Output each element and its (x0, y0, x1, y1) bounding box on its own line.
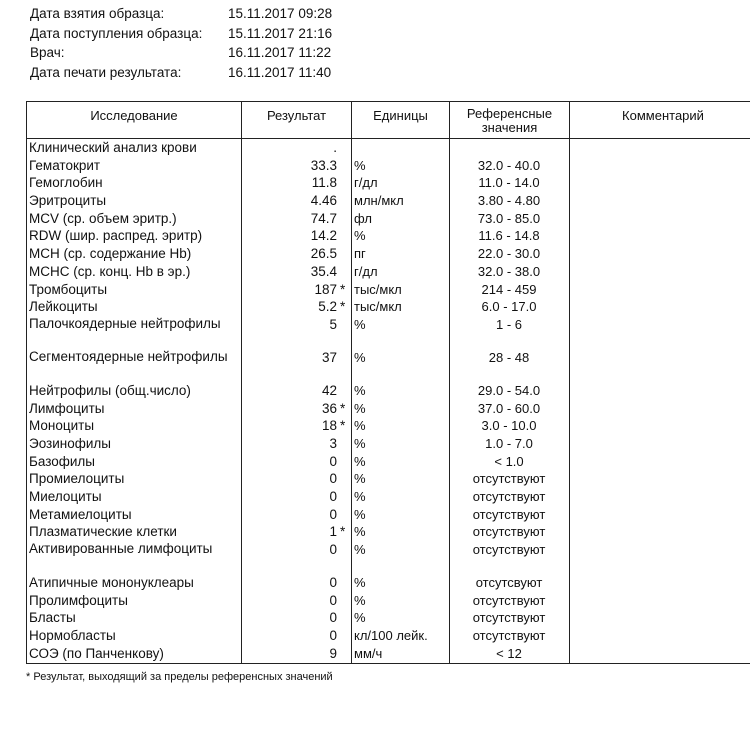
table-row (26, 453, 750, 471)
reference-range: 73.0 - 85.0 (477, 210, 541, 226)
table-row (26, 382, 750, 400)
table-row (26, 349, 750, 382)
table-header (26, 101, 750, 139)
reference-range: 37.0 - 60.0 (477, 400, 541, 416)
table-row (26, 609, 750, 627)
table-row (26, 645, 750, 663)
units: млн/мкл (354, 193, 404, 209)
test-name: Атипичные мононуклеары (29, 575, 194, 591)
test-name: Базофилы (29, 453, 95, 469)
header-reference (449, 102, 569, 139)
result-value: 0 (329, 628, 337, 644)
result-value: 187 (314, 281, 337, 297)
header-test-label: Исследование (90, 108, 178, 123)
units: % (354, 524, 366, 540)
result-value: 0 (329, 506, 337, 522)
result-value: 36 (321, 400, 337, 416)
table-row (26, 627, 750, 645)
test-name: Гемоглобин (29, 175, 103, 191)
result-value: 1 (329, 524, 337, 540)
test-name: Метамиелоциты (29, 506, 132, 522)
test-name: Активированные лимфоциты (29, 541, 213, 557)
header-result-label: Результат (266, 108, 327, 123)
test-name: Лейкоциты (29, 299, 98, 315)
reference-range: 11.6 - 14.8 (478, 228, 540, 244)
result-value: 11.8 (311, 175, 337, 191)
meta-value: 15.11.2017 21:16 (228, 25, 333, 41)
footnote: * Результат, выходящий за пределы референсных значений (26, 671, 333, 683)
units: % (354, 418, 366, 434)
reference-range: отсутствуют (472, 506, 546, 522)
units: % (354, 471, 366, 487)
test-name: Палочкоядерные нейтрофилы (29, 315, 221, 331)
reference-range: 32.0 - 40.0 (477, 157, 541, 173)
result-value: 9 (329, 645, 337, 661)
table-row (26, 541, 750, 574)
reference-range: < 12 (496, 645, 522, 661)
units: тыс/мкл (354, 299, 402, 315)
reference-range: 1.0 - 7.0 (485, 435, 533, 451)
result-value: 18 (321, 418, 337, 434)
result-value: 0 (329, 610, 337, 626)
header-units (351, 102, 449, 139)
header-comment-label: Комментарий (622, 108, 704, 123)
reference-range: отсутсвуют (475, 575, 543, 591)
reference-range: 29.0 - 54.0 (477, 382, 541, 398)
test-name: Гематокрит (29, 157, 101, 173)
reference-range: отсутствуют (472, 489, 546, 504)
header-result (241, 102, 351, 139)
test-name: Тромбоциты (29, 281, 108, 297)
units: кл/100 лейк. (354, 628, 428, 644)
reference-range: отсутствуют (472, 542, 546, 558)
header-comment (569, 102, 750, 139)
header-units-label: Единицы (373, 108, 428, 123)
test-name: Эритроциты (29, 193, 107, 209)
units: % (354, 382, 366, 398)
test-name: Лимфоциты (29, 400, 105, 416)
test-name: Пролимфоциты (29, 592, 128, 608)
table-body (26, 139, 750, 663)
meta-row-sample-date (30, 4, 430, 24)
units: фл (354, 210, 372, 226)
test-name: Эозинофилы (29, 435, 111, 451)
table-row (26, 245, 750, 263)
meta-row-received-date (30, 24, 430, 44)
units: г/дл (354, 175, 378, 191)
result-value: 14.2 (310, 228, 337, 244)
table-row (26, 506, 750, 524)
meta-value: 16.11.2017 11:22 (228, 45, 332, 60)
result-value: 35.4 (310, 263, 337, 279)
abnormal-flag: * (340, 281, 346, 297)
test-name: MCHC (ср. конц. Hb в эр.) (29, 263, 191, 279)
result-value: 42 (321, 382, 337, 398)
meta-label: Дата взятия образца: (30, 6, 165, 21)
table-row (26, 435, 750, 453)
units: % (354, 316, 366, 332)
abnormal-flag: * (340, 524, 346, 540)
units: % (354, 506, 366, 522)
meta-row-print-date (30, 63, 430, 83)
meta-value: 16.11.2017 11:40 (228, 64, 332, 80)
table-row (26, 157, 750, 175)
reference-range: 28 - 48 (488, 349, 530, 365)
test-name: Клинический анализ крови (29, 140, 197, 155)
result-value: 0 (329, 575, 337, 591)
header-reference-line2: значения (481, 120, 538, 135)
reference-range: 3.80 - 4.80 (477, 193, 541, 209)
reference-range: 32.0 - 38.0 (477, 263, 541, 279)
test-name: СОЭ (по Панченкову) (29, 645, 164, 661)
result-value: 0 (329, 471, 337, 487)
result-value: 0 (329, 453, 337, 469)
table-row (26, 400, 750, 418)
reference-range: отсутствуют (472, 628, 546, 644)
meta-label: Дата печати результата: (30, 64, 182, 80)
test-name: Нормобласты (29, 628, 116, 644)
table-row (26, 470, 750, 488)
table-row (26, 139, 750, 157)
reference-range: 3.0 - 10.0 (481, 418, 537, 434)
results-table (26, 101, 750, 664)
units: мм/ч (354, 645, 383, 661)
units: % (354, 610, 366, 626)
result-value: 0 (329, 592, 337, 608)
result-value: 0 (329, 489, 337, 504)
meta-value: 15.11.2017 09:28 (228, 6, 333, 21)
table-row (26, 298, 750, 316)
test-name: RDW (шир. распред. эритр) (29, 228, 203, 244)
table-row (26, 523, 750, 541)
table-row (26, 227, 750, 245)
table-bottom-border (26, 663, 750, 664)
test-name: Промиелоциты (29, 471, 125, 487)
result-value: 33.3 (310, 157, 337, 173)
units: пг (354, 246, 366, 262)
reference-range: < 1.0 (494, 453, 524, 469)
result-value: 74.7 (310, 210, 337, 226)
reference-range: отсутствуют (472, 610, 546, 626)
units: % (354, 228, 366, 244)
header-reference-line1: Референсные (466, 106, 553, 121)
units: % (354, 489, 366, 504)
reference-range: 1 - 6 (495, 316, 522, 332)
result-value: . (333, 140, 337, 155)
units: % (354, 542, 366, 558)
result-value: 5 (329, 316, 337, 332)
test-name: MCV (ср. объем эритр.) (29, 210, 177, 226)
reference-range: 6.0 - 17.0 (481, 299, 537, 315)
test-name: Миелоциты (29, 489, 102, 504)
meta-row-doctor (30, 43, 430, 63)
result-value: 4.46 (310, 193, 337, 209)
test-name: MCH (ср. содержание Hb) (29, 246, 192, 262)
test-name: Нейтрофилы (общ.число) (29, 382, 191, 398)
table-row (26, 281, 750, 299)
test-name: Бласты (29, 610, 76, 626)
table-row (26, 316, 750, 349)
sample-info (30, 4, 430, 82)
table-row (26, 263, 750, 281)
test-name: Сегментоядерные нейтрофилы (29, 348, 228, 364)
table-row (26, 488, 750, 506)
result-value: 26.5 (310, 246, 337, 262)
reference-range: 214 - 459 (481, 281, 537, 297)
units: % (354, 592, 366, 608)
units: % (354, 453, 366, 469)
table-row (26, 592, 750, 610)
units: % (354, 349, 366, 365)
units: % (354, 435, 366, 451)
units: г/дл (354, 263, 378, 279)
reference-range: отсутствуют (472, 592, 546, 608)
table-row (26, 210, 750, 228)
meta-label: Врач: (30, 45, 65, 60)
units: % (354, 157, 366, 173)
reference-range: отсутствуют (472, 524, 546, 540)
abnormal-flag: * (340, 418, 346, 434)
abnormal-flag: * (340, 299, 346, 315)
units: тыс/мкл (354, 281, 402, 297)
abnormal-flag: * (340, 400, 346, 416)
result-value: 37 (321, 349, 337, 365)
units: % (354, 575, 366, 591)
meta-label: Дата поступления образца: (30, 25, 203, 41)
result-value: 5.2 (318, 299, 337, 315)
table-row (26, 192, 750, 210)
reference-range: 22.0 - 30.0 (477, 246, 541, 262)
header-test (26, 102, 241, 139)
reference-range: 11.0 - 14.0 (478, 175, 540, 191)
table-row (26, 174, 750, 192)
test-name: Моноциты (29, 418, 95, 434)
units: % (354, 400, 366, 416)
table-row (26, 417, 750, 435)
result-value: 0 (329, 542, 337, 558)
result-value: 3 (329, 435, 337, 451)
reference-range: отсутствуют (472, 471, 546, 487)
table-row (26, 574, 750, 592)
test-name: Плазматические клетки (29, 524, 177, 540)
